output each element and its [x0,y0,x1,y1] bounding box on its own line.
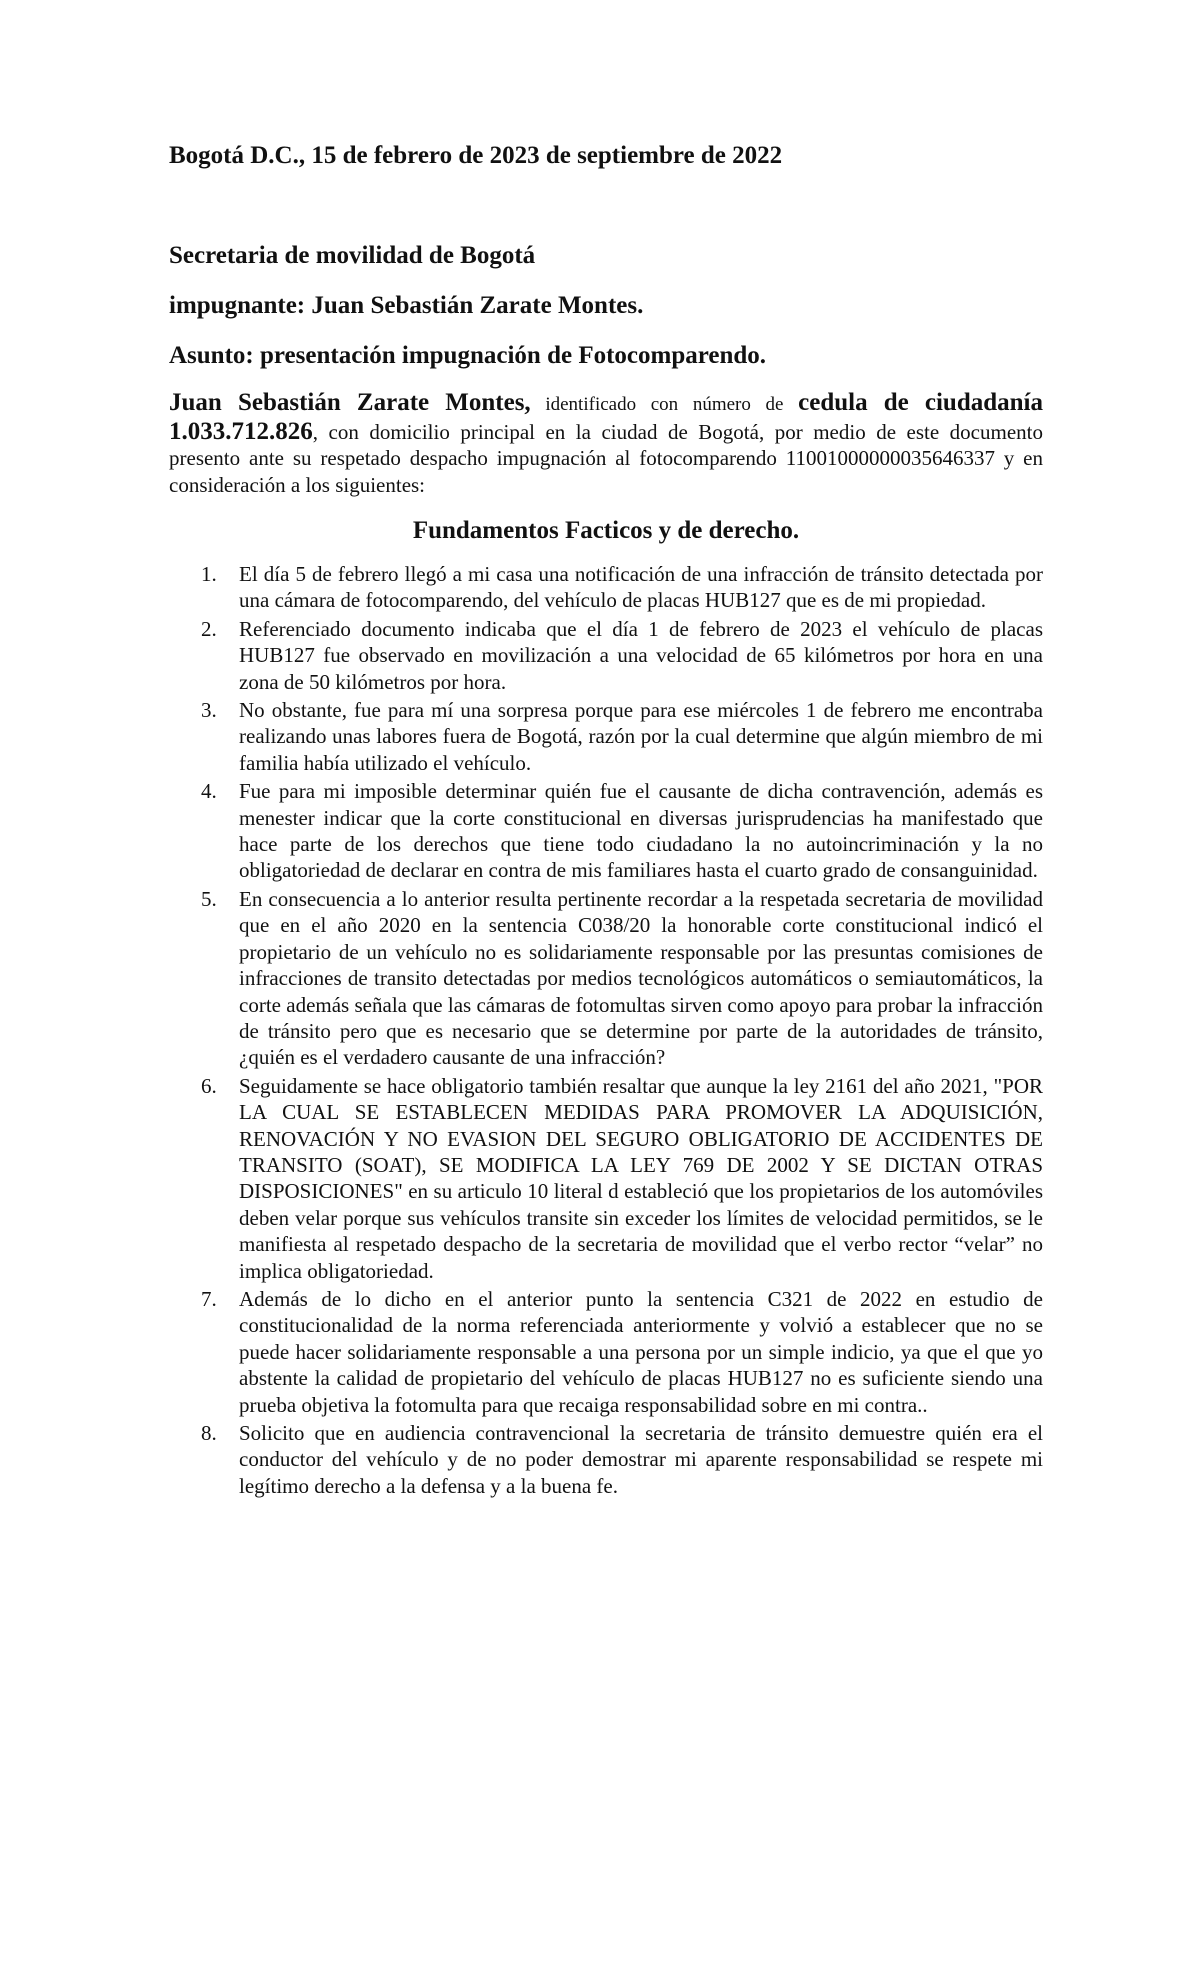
fact-number: 5. [201,886,217,911]
fact-text: En consecuencia a lo anterior resulta pertinente recordar a la respetada secretaria de movilidad que en el año 2020 en la sentencia C038/20 la honorable corte constitucional indicó el propietario de un vehículo no es solidariamente responsable por las presuntas comisiones de infracciones de transito detectadas por medios tecnológicos automáticos o semiautomáticos, la corte además señala que las cámaras de fotomultas sirven como apoyo para probar la infracción de tránsito pero que es necesario que se determine por parte de la autoridades de tránsito, ¿quién es el verdadero causante de una infracción? [239,886,1043,1070]
fact-item [169,1420,1043,1499]
id-number: 1.033.712.826 [169,417,313,445]
section-title: Fundamentos Facticos y de derecho. [412,517,800,544]
fact-item [169,561,1043,614]
fact-text: No obstante, fue para mí una sorpresa porque para ese miércoles 1 de febrero me encontraba realizando unas labores fuera de Bogotá, razón por la cual determine que algún miembro de mi familia había utilizado el vehículo. [239,698,1043,775]
facts-list [169,561,1043,1499]
fact-text: Seguidamente se hace obligatorio también resaltar que aunque la ley 2161 del año 2021, "POR LA CUAL SE ESTABLECEN MEDIDAS PARA PROMOVER LA ADQUISICIÓN, RENOVACIÓN Y NO EVASION DEL SEGURO OBLIGATORIO DE ACCIDENTES DE TRANSITO (SOAT), SE MODIFICA LA LEY 769 DE 2002 Y SE DICTAN OTRAS DISPOSICIONES" en su articulo 10 literal d estableció que los propietarios de los automóviles deben velar porque sus vehículos transite sin exceder los límites de velocidad permitidos, se le manifiesta al respetado despacho de la secretaria de movilidad que el verbo rector “velar” no implica obligatoriedad. [239,1073,1043,1283]
subject-line: Asunto: presentación impugnación de Fotocomparendo. [169,342,767,369]
fact-item [169,1073,1043,1284]
fact-number: 6. [201,1073,217,1098]
id-label: cedula de ciudadanía [798,389,1043,416]
intro-rest-text: , con domicilio principal en la ciudad de Bogotá, por medio de este documento presento ante su respetado despacho impugnación al fotocomparendo 11001000000035646337 y en consideración a los siguientes: [169,419,1043,497]
fact-text: Referenciado documento indicaba que el día 1 de febrero de 2023 el vehículo de placas HUB127 fue observado en movilización a una velocidad de 65 kilómetros por hora en una zona de 50 kilómetros por hora. [239,616,1043,694]
fact-text: Fue para mi imposible determinar quién fue el causante de dicha contravención, además es menester indicar que la corte constitucional en diversas jurisprudencias ha manifestado que hace parte de los derechos que tiene todo ciudadano la no autoincriminación y la no obligatoriedad de declarar en contra de mis familiares hasta el cuarto grado de consanguinidad. [239,779,1043,883]
dateline: Bogotá D.C., 15 de febrero de 2023 de septiembre de 2022 [169,142,783,169]
petitioner-name: Juan Sebastián Zarate Montes, [169,389,531,416]
fact-number: 8. [201,1421,217,1445]
recipient-line: Secretaria de movilidad de Bogotá [169,242,536,269]
fact-item [169,1286,1043,1418]
impugnant-line: impugnante: Juan Sebastián Zarate Montes. [169,292,644,319]
fact-item [169,886,1043,1071]
intro-paragraph [169,390,1043,498]
fact-item [169,616,1043,695]
fact-number: 1. [201,562,217,586]
fact-item [169,778,1043,884]
intro-identified-text: identificado con número de [530,394,799,415]
fact-number: 3. [201,698,217,723]
fact-number: 7. [201,1286,217,1311]
fact-number: 4. [201,779,217,804]
fact-text: Además de lo dicho en el anterior punto la sentencia C321 de 2022 en estudio de constitucionalidad de la norma referenciada anteriormente y volvió a establecer que no se puede hacer solidariamente responsable a una persona por un simple indicio, ya que el que yo abstente la calidad de propietario del vehículo de placas HUB127 no es suficiente siendo una prueba objetiva la fotomulta para que recaiga responsabilidad sobre en mi contra.. [239,1286,1043,1417]
fact-number: 2. [201,616,217,641]
fact-item [169,697,1043,776]
fact-text: Solicito que en audiencia contravencional la secretaria de tránsito demuestre quién era el conductor del vehículo y de no poder demostrar mi aparente responsabilidad se respete mi legítimo derecho a la defensa y a la buena fe. [239,1421,1043,1498]
fact-text: El día 5 de febrero llegó a mi casa una notificación de una infracción de tránsito detectada por una cámara de fotocomparendo, del vehículo de placas HUB127 que es de mi propiedad. [239,562,1043,613]
